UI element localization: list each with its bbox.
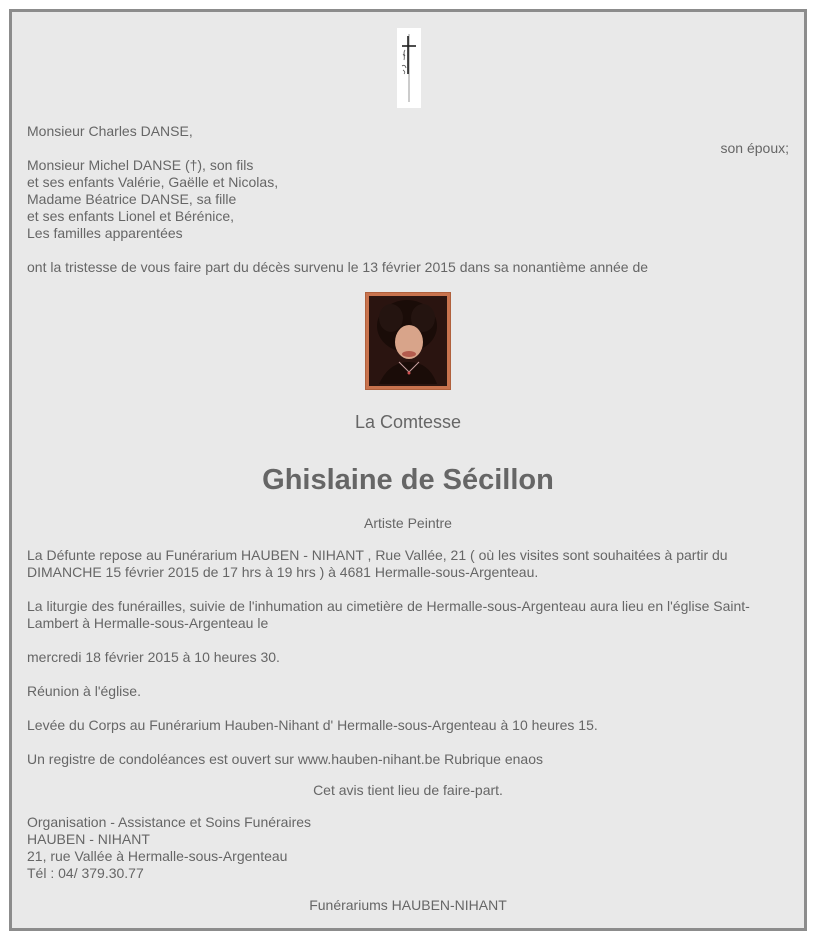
organisation-block — [27, 814, 311, 882]
liturgy-line: Lambert à Hermalle-sous-Argenteau le — [27, 615, 269, 631]
repose-line: La Défunte repose au Funérarium HAUBEN - NIHANT , Rue Vallée, 21 ( où les visites sont souhaitées à partir du — [27, 547, 728, 563]
crucifix-icon — [397, 28, 421, 108]
levee-text: Levée du Corps au Funérarium Hauben-Nihant d' Hermalle-sous-Argenteau à 10 heures 15. — [27, 717, 598, 733]
announcement-text: ont la tristesse de vous faire part du décès survenu le 13 février 2015 dans sa nonantième année de — [27, 259, 649, 275]
crucifix-card — [397, 28, 421, 108]
ceremony-date: mercredi 18 février 2015 à 10 heures 30. — [27, 649, 280, 665]
children-line: et ses enfants Valérie, Gaëlle et Nicolas, — [27, 174, 279, 190]
deceased-title: La Comtesse — [354, 412, 462, 432]
liturgy-line: La liturgie des funérailles, suivie de l'inhumation au cimetière de Hermalle-sous-Argenteau aura lieu en l'église Saint- — [27, 598, 750, 614]
obituary-card — [9, 9, 807, 931]
meeting-text: Réunion à l'église. — [27, 683, 141, 699]
deceased-name: Ghislaine de Sécillon — [262, 464, 554, 496]
husband-role: son époux; — [720, 140, 789, 156]
children-line: Madame Béatrice DANSE, sa fille — [27, 191, 237, 207]
husband-line: Monsieur Charles DANSE, — [27, 123, 193, 139]
registry-text: Un registre de condoléances est ouvert sur www.hauben-nihant.be Rubrique enaos — [27, 751, 543, 767]
organisation-phone: Tél : 04/ 379.30.77 — [27, 865, 144, 881]
portrait-icon — [369, 296, 445, 384]
children-line: Les familles apparentées — [27, 225, 183, 241]
deceased-profession: Artiste Peintre — [364, 515, 452, 531]
children-list — [27, 157, 278, 242]
footer-text: Funérariums HAUBEN-NIHANT — [309, 897, 507, 913]
portrait-photo — [365, 292, 451, 390]
repose-line: DIMANCHE 15 février 2015 de 17 hrs à 19 hrs ) à 4681 Hermalle-sous-Argenteau. — [27, 564, 539, 580]
organisation-name: HAUBEN - NIHANT — [27, 831, 150, 847]
organisation-line: Organisation - Assistance et Soins Funéraires — [27, 814, 312, 830]
notice-text: Cet avis tient lieu de faire-part. — [313, 782, 503, 798]
organisation-address: 21, rue Vallée à Hermalle-sous-Argenteau — [27, 848, 288, 864]
children-line: et ses enfants Lionel et Bérénice, — [27, 208, 235, 224]
liturgy-paragraph — [27, 598, 750, 632]
repose-paragraph — [27, 547, 728, 581]
children-line: Monsieur Michel DANSE (†), son fils — [27, 157, 254, 173]
